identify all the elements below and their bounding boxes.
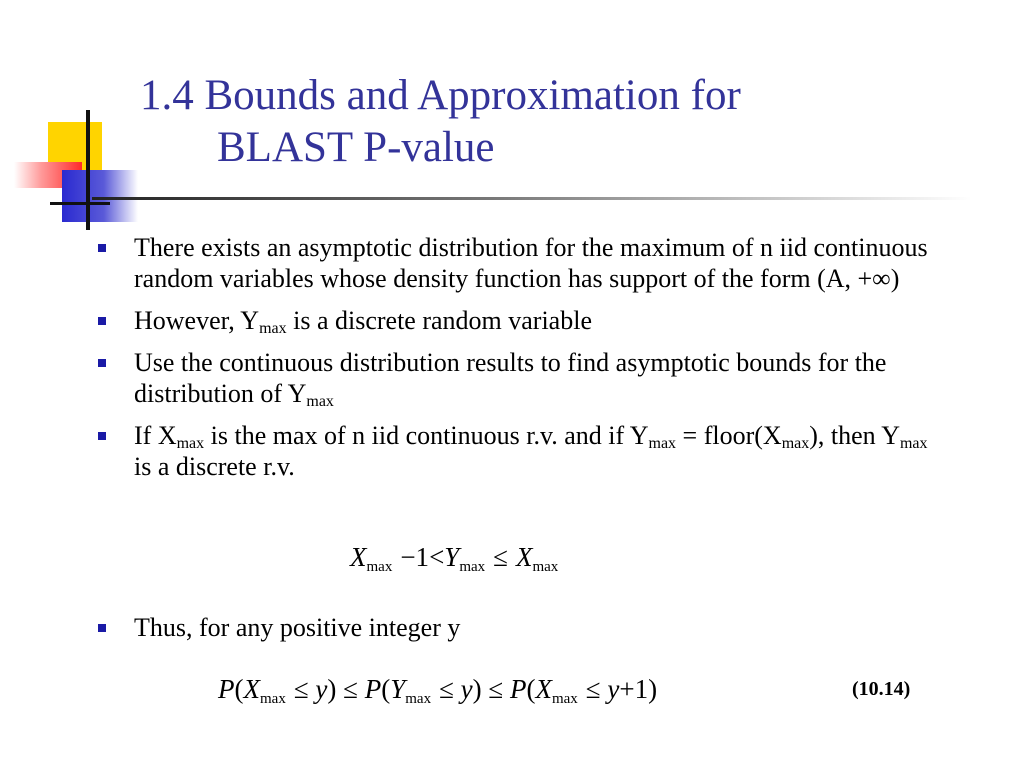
eq-var-y: Y [444,542,460,572]
eq-subscript: max [551,691,578,707]
eq-var-y-lower: y [607,674,620,704]
eq-less-equal: ≤ [439,674,454,704]
eq-paren: ) [327,674,337,704]
eq-subscript: max [366,559,393,575]
eq-subscript: max [459,559,486,575]
title-divider [92,197,972,200]
slide-title [140,70,980,174]
bullet-item-3 [96,347,946,409]
bullet-square-icon [98,624,106,632]
eq-less-equal: ≤ [493,542,508,572]
eq-subscript: max [532,559,559,575]
subscript: max [648,435,677,452]
title-line-1: 1.4 Bounds and Approximation for [140,72,741,119]
logo-vertical-line [86,110,90,230]
eq-var-y-lower: y [315,674,328,704]
subscript: max [259,320,287,337]
eq-prob: P [364,674,382,704]
equation-bounds [350,542,558,573]
eq-paren: ( [381,674,391,704]
bullet-square-icon [98,359,106,367]
title-line-2: BLAST P-value [217,124,495,171]
bullet-text-post: is a discrete random variable [286,306,592,335]
eq-less-equal: ≤ [293,674,309,704]
eq-prob: P [218,674,235,704]
eq-subscript: max [260,691,286,707]
subscript: max [781,435,810,452]
bullet-text: is a discrete r.v. [134,452,295,481]
eq-subscript: max [405,691,432,707]
eq-paren: ( [234,674,244,704]
eq-plus-one: +1) [619,674,658,704]
bullet-square-icon [98,432,106,440]
bullet-text: ), then Y [809,421,900,450]
bullet-text: If X [134,421,177,450]
eq-paren: ( [526,674,536,704]
bullet-list [96,232,946,493]
bullet-square-icon [98,244,106,252]
bullet-item-4 [96,420,946,482]
eq-less-equal: ≤ [585,674,601,704]
equation-number: (10.14) [852,678,911,700]
bullet-list-2 [96,612,946,654]
bullet-text: Use the continuous distribution results to find asymptotic bounds for the distribution of Y [134,348,887,408]
eq-var-y: Y [390,674,406,704]
subscript: max [899,435,928,452]
bullet-item-2 [96,305,946,336]
bullet-square-icon [98,317,106,325]
eq-less-equal: ≤ [488,674,504,704]
eq-paren: ) [472,674,482,704]
bullet-item-1 [96,232,946,294]
eq-var-x: X [350,542,367,572]
eq-var-x: X [515,542,533,572]
bullet-text-pre: However, Y [134,306,260,335]
subscript: max [306,393,334,410]
bullet-text: There exists an asymptotic distribution for the maximum of n iid continuous random variables whose density function has support of the form (A, +∞) [134,233,928,293]
eq-less-than: < [429,542,445,572]
equation-probability-bounds [218,674,657,705]
bullet-text: Thus, for any positive integer y [134,613,461,642]
bullet-text: is the max of n iid continuous r.v. and if Y [204,421,649,450]
decorative-logo [0,100,160,230]
eq-minus-one: −1 [400,542,430,572]
bullet-item-5 [96,612,946,643]
bullet-text: = floor(X [676,421,782,450]
subscript: max [176,435,205,452]
eq-var-y-lower: y [460,674,473,704]
eq-var-x: X [535,674,552,704]
logo-horizontal-line [50,202,110,205]
eq-prob: P [509,674,527,704]
eq-less-equal: ≤ [343,674,358,704]
logo-blue-square [62,170,138,222]
eq-var-x: X [243,674,260,704]
